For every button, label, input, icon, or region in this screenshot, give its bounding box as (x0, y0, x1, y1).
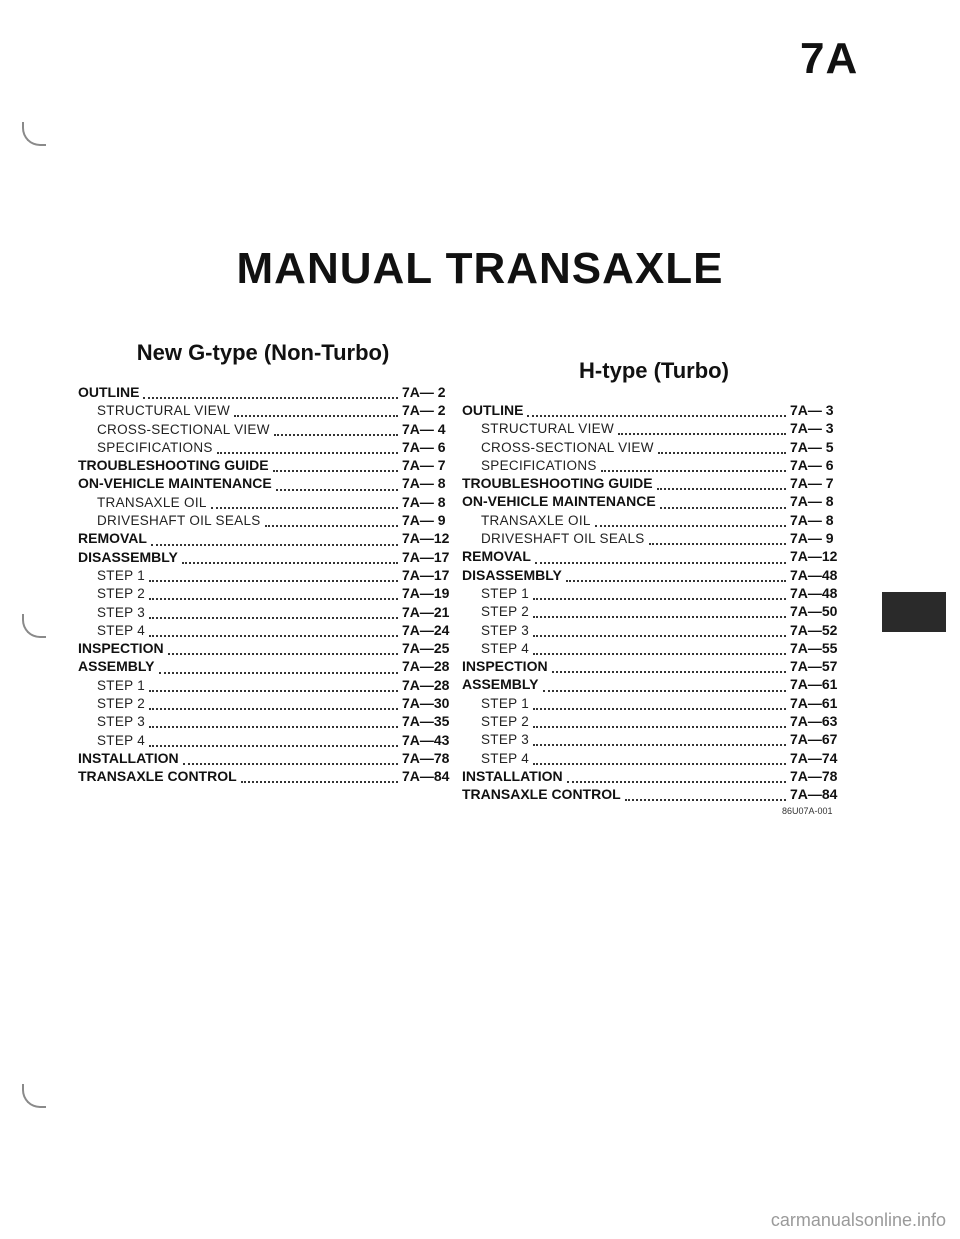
toc-column-heading: H-type (Turbo) (579, 358, 729, 383)
toc-entry-page: 7A— 2 (402, 402, 446, 419)
toc-entry-page: 7A—84 (790, 786, 838, 803)
toc-entry (462, 420, 846, 438)
toc-entry-label: STRUCTURAL VIEW (481, 421, 615, 437)
dot-leader (151, 544, 398, 546)
toc-entry-page: 7A—55 (790, 639, 838, 656)
toc-entry-page: 7A—61 (790, 676, 838, 693)
dot-leader (217, 452, 398, 454)
toc-entry (78, 475, 458, 493)
dot-leader (625, 799, 786, 801)
toc-entry (462, 676, 846, 694)
toc-entry-label: STEP 4 (481, 750, 530, 766)
toc-entry-page: 7A—24 (402, 621, 450, 638)
toc-entry-page: 7A—25 (402, 640, 450, 657)
dot-leader (159, 672, 398, 674)
toc-entry-label: STEP 3 (481, 732, 530, 748)
scan-artifact (22, 614, 46, 638)
toc-entry-page: 7A—61 (790, 694, 838, 711)
toc-entry-label: DRIVESHAFT OIL SEALS (97, 513, 261, 529)
dot-leader (149, 617, 398, 619)
toc-entry-label: STEP 1 (97, 567, 146, 583)
toc-entry-label: TRANSAXLE OIL (97, 494, 207, 510)
toc-entry-label: REMOVAL (78, 530, 147, 547)
section-tab-marker (882, 592, 946, 632)
toc-entry (462, 439, 846, 457)
toc-entry-label: INSPECTION (78, 640, 164, 657)
toc-entry (78, 732, 458, 750)
toc-column-turbo (462, 358, 846, 805)
section-code: 7A (800, 34, 859, 83)
toc-entry (78, 750, 458, 768)
toc-entry-label: OUTLINE (78, 384, 140, 400)
toc-entry-label: STEP 1 (481, 585, 530, 601)
dot-leader (533, 653, 786, 655)
dot-leader (149, 580, 398, 582)
toc-entry (462, 731, 846, 749)
toc-entry-page: 7A—35 (402, 713, 450, 730)
toc-entry-page: 7A— 8 (790, 493, 834, 510)
dot-leader (182, 562, 398, 564)
dot-leader (149, 635, 398, 637)
toc-entry-page: 7A—67 (790, 731, 838, 748)
dot-leader (533, 708, 786, 710)
dot-leader (566, 580, 786, 582)
toc-entry-label: CROSS-SECTIONAL VIEW (97, 421, 270, 437)
toc-entry-page: 7A—17 (402, 548, 450, 565)
toc-list (462, 402, 846, 805)
toc-entry (462, 512, 846, 530)
toc-entry (78, 677, 458, 695)
toc-entry-page: 7A—78 (790, 767, 838, 784)
toc-entry-page: 7A—48 (790, 584, 838, 601)
toc-entry-page: 7A—28 (402, 676, 450, 693)
dot-leader (595, 525, 786, 527)
dot-leader (274, 434, 398, 436)
toc-entry-label: DISASSEMBLY (462, 566, 562, 583)
toc-entry-page: 7A—28 (402, 658, 450, 675)
toc-entry-page: 7A— 4 (402, 420, 446, 437)
toc-entry-label: CROSS-SECTIONAL VIEW (481, 439, 654, 455)
toc-entry-page: 7A— 8 (402, 475, 446, 492)
dot-leader (168, 653, 398, 655)
toc-entry (78, 658, 458, 676)
toc-entry-page: 7A—74 (790, 749, 838, 766)
dot-leader (533, 763, 786, 765)
dot-leader (567, 781, 786, 783)
dot-leader (149, 726, 398, 728)
dot-leader (533, 635, 786, 637)
toc-entry (462, 640, 846, 658)
toc-entry-page: 7A— 2 (402, 384, 446, 400)
toc-entry-page: 7A—52 (790, 621, 838, 638)
dot-leader (234, 415, 398, 417)
toc-entry-page: 7A— 3 (790, 420, 834, 437)
toc-entry-label: TROUBLESHOOTING GUIDE (462, 475, 653, 492)
toc-entry-label: ASSEMBLY (462, 676, 539, 693)
toc-entry-label: TROUBLESHOOTING GUIDE (78, 457, 269, 474)
toc-entry (462, 713, 846, 731)
toc-entry (78, 768, 458, 786)
toc-entry-label: STEP 4 (481, 640, 530, 656)
toc-entry-page: 7A— 7 (790, 475, 834, 492)
dot-leader (543, 690, 786, 692)
toc-entry-page: 7A— 8 (402, 493, 446, 510)
scan-artifact (22, 122, 46, 146)
dot-leader (527, 415, 786, 417)
dot-leader (241, 781, 398, 783)
dot-leader (276, 489, 398, 491)
toc-entry-label: SPECIFICATIONS (97, 439, 213, 455)
toc-entry (462, 530, 846, 548)
toc-entry-label: DRIVESHAFT OIL SEALS (481, 531, 645, 547)
toc-entry-label: REMOVAL (462, 548, 531, 565)
toc-entry-label: TRANSAXLE OIL (481, 512, 591, 528)
toc-entry (462, 402, 846, 420)
toc-entry-label: ON-VEHICLE MAINTENANCE (78, 475, 272, 492)
toc-entry (78, 567, 458, 585)
toc-entry-page: 7A— 9 (402, 512, 446, 529)
toc-entry (78, 622, 458, 640)
toc-entry-page: 7A— 6 (790, 456, 834, 473)
toc-entry-label: STEP 2 (97, 586, 146, 602)
toc-entry (78, 494, 458, 512)
toc-entry (78, 713, 458, 731)
dot-leader (265, 525, 398, 527)
dot-leader (149, 690, 398, 692)
toc-entry (78, 585, 458, 603)
toc-entry (462, 768, 846, 786)
toc-entry-page: 7A—50 (790, 603, 838, 620)
toc-entry-page: 7A— 5 (790, 438, 834, 455)
dot-leader (657, 488, 786, 490)
toc-entry (78, 439, 458, 457)
toc-entry-label: INSTALLATION (462, 767, 563, 784)
toc-entry-label: DISASSEMBLY (78, 548, 178, 565)
toc-entry (462, 786, 846, 804)
figure-code: 86U07A-001 (782, 806, 833, 816)
toc-entry-page: 7A—48 (790, 566, 838, 583)
toc-entry-label: SPECIFICATIONS (481, 457, 597, 473)
dot-leader (618, 433, 786, 435)
toc-entry (78, 457, 458, 475)
toc-entry (78, 512, 458, 530)
toc-entry (462, 567, 846, 585)
dot-leader (533, 726, 786, 728)
toc-entry (462, 622, 846, 640)
toc-entry-page: 7A—12 (790, 548, 838, 565)
toc-entry (78, 695, 458, 713)
dot-leader (273, 470, 398, 472)
dot-leader (533, 598, 786, 600)
toc-column-non-turbo (78, 340, 458, 787)
toc-entry-label: TRANSAXLE CONTROL (78, 768, 237, 785)
toc-entry (78, 421, 458, 439)
toc-entry-label: INSPECTION (462, 658, 548, 675)
toc-entry (462, 548, 846, 566)
toc-entry (462, 695, 846, 713)
toc-list (78, 384, 458, 787)
toc-entry (78, 640, 458, 658)
toc-entry (462, 585, 846, 603)
toc-entry-label: STEP 2 (97, 696, 146, 712)
toc-entry-page: 7A—63 (790, 713, 838, 730)
toc-entry-label: STEP 3 (97, 604, 146, 620)
dot-leader (533, 744, 786, 746)
toc-entry-label: STEP 2 (481, 714, 530, 730)
dot-leader (601, 470, 786, 472)
watermark: carmanualsonline.info (770, 1210, 946, 1230)
toc-entry-label: ASSEMBLY (78, 658, 155, 675)
scan-artifact (22, 1084, 46, 1108)
toc-entry-page: 7A—17 (402, 566, 450, 583)
dot-leader (533, 616, 786, 618)
toc-entry-label: STEP 1 (97, 677, 146, 693)
dot-leader (149, 598, 398, 600)
toc-entry-page: 7A—84 (402, 768, 450, 785)
toc-entry-page: 7A—12 (402, 530, 450, 547)
toc-column-heading: New G-type (Non-Turbo) (136, 340, 390, 365)
toc-entry-page: 7A—30 (402, 695, 450, 712)
toc-entry-page: 7A—57 (790, 658, 838, 675)
dot-leader (183, 763, 398, 765)
toc-entry-label: STEP 1 (481, 695, 530, 711)
toc-entry (462, 475, 846, 493)
toc-entry-label: STEP 3 (97, 714, 146, 730)
toc-entry (462, 750, 846, 768)
toc-entry (78, 384, 458, 402)
toc-entry-page: 7A— 3 (790, 402, 834, 418)
toc-entry (462, 493, 846, 511)
toc-entry-page: 7A—21 (402, 603, 450, 620)
toc-entry-label: STEP 4 (97, 622, 146, 638)
dot-leader (149, 708, 398, 710)
toc-entry-label: INSTALLATION (78, 749, 179, 766)
dot-leader (649, 543, 786, 545)
dot-leader (658, 452, 786, 454)
dot-leader (552, 671, 786, 673)
dot-leader (535, 562, 786, 564)
toc-entry-page: 7A— 7 (402, 457, 446, 474)
dot-leader (149, 745, 398, 747)
toc-entry (78, 604, 458, 622)
toc-entry-label: OUTLINE (462, 402, 524, 418)
toc-entry-label: STEP 2 (481, 604, 530, 620)
toc-entry-page: 7A— 9 (790, 530, 834, 547)
dot-leader (143, 397, 398, 399)
toc-entry-page: 7A—19 (402, 585, 450, 602)
toc-entry (462, 658, 846, 676)
toc-entry (462, 603, 846, 621)
page-title: MANUAL TRANSAXLE (236, 244, 724, 293)
toc-entry-label: STEP 3 (481, 622, 530, 638)
toc-entry-label: STRUCTURAL VIEW (97, 403, 231, 419)
toc-entry (78, 530, 458, 548)
toc-entry-page: 7A—43 (402, 731, 450, 748)
toc-entry (78, 402, 458, 420)
dot-leader (660, 507, 786, 509)
toc-entry-page: 7A—78 (402, 749, 450, 766)
toc-entry (462, 457, 846, 475)
toc-entry (78, 549, 458, 567)
toc-entry-page: 7A— 6 (402, 438, 446, 455)
toc-entry-page: 7A— 8 (790, 511, 834, 528)
toc-entry-label: ON-VEHICLE MAINTENANCE (462, 493, 656, 510)
toc-entry-label: STEP 4 (97, 732, 146, 748)
toc-entry-label: TRANSAXLE CONTROL (462, 786, 621, 803)
dot-leader (211, 507, 398, 509)
